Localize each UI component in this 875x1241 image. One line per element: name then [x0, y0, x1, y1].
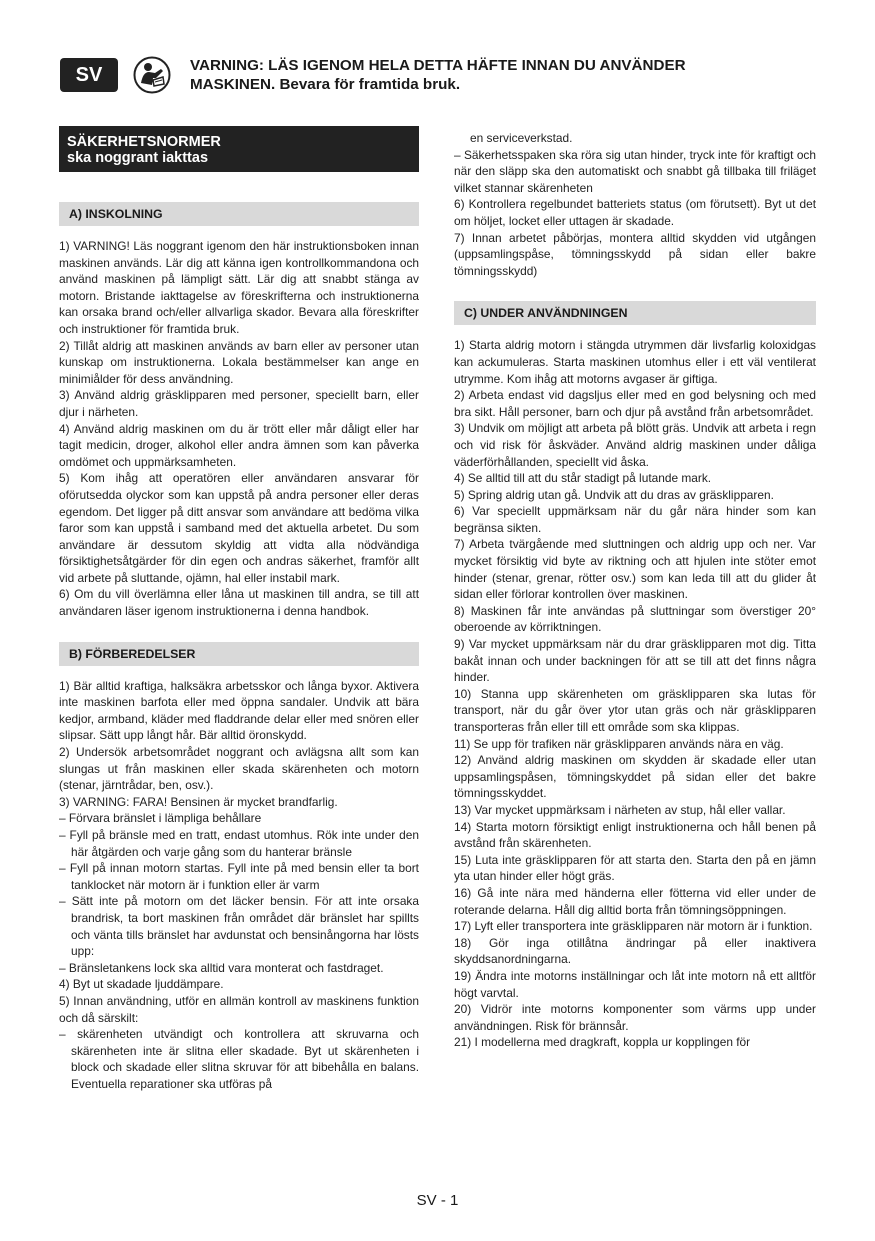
paragraph: 2) Undersök arbetsområdet noggrant och avlägsna allt som kan slungas ut från maskinen eller skada skärenheten och motorn (stenar, järntrådar, ben, osv.).	[59, 745, 419, 793]
paragraph: 3) Undvik om möjligt att arbeta på blött gräs. Undvik att arbeta i regn och vid risk för åskväder. Använd aldrig maskinen under dåliga väderförhållanden, speciellt vid åska.	[454, 421, 816, 469]
paragraph: 14) Starta motorn försiktigt enligt instruktionerna och håll benen på avstånd från skärenheten.	[454, 819, 816, 851]
paragraph: 6) Var speciellt uppmärksam när du går nära hinder som kan begränsa sikten.	[454, 504, 816, 535]
list-item: – Fyll på innan motorn startas. Fyll inte på med bensin eller ta bort tanklocket när motorn är i funktion eller är varm	[59, 861, 419, 892]
safety-title-line-2: ska noggrant iakttas	[67, 150, 209, 166]
paragraph: 19) Ändra inte motorns inställningar och låt inte motorn nå ett alltför högt varvtal.	[454, 968, 816, 1000]
page-header	[60, 56, 820, 96]
paragraph: 6) Kontrollera regelbundet batteriets status (om förutsett). Byt ut det om höljet, locket eller uttagen är skadade.	[454, 197, 816, 228]
paragraph: 5) Innan användning, utför en allmän kontroll av maskinens funktion och då särskilt:	[59, 993, 419, 1025]
paragraph: 21) I modellerna med dragkraft, koppla ur kopplingen för	[454, 1035, 751, 1050]
paragraph: 5) Kom ihåg att operatören eller användaren ansvarar för oförutsedda olyckor som kan uppstå på andra personer eller deras egendom. Det ligger på ditt ansvar som användare att bedöma vilka faror som kan uppstå i samband med det aktuella arbetet. Du som användare är dessutom skyldig att vidta alla nödvändiga försiktighetsåtgärder för din egen och andras säkerhet, framför allt vid arbete på sluttande, ojämn, hal eller instabil mark.	[59, 471, 419, 585]
paragraph: 4) Använd aldrig maskinen om du är trött eller mår dåligt eller har tagit medicin, droger, alkohol eller andra ämnen som kan påverka omdömet och uppmärksamheten.	[59, 421, 419, 469]
paragraph: 9) Var mycket uppmärksam när du drar gräsklipparen mot dig. Titta bakåt innan och under backningen för att se till att det finns några hinder.	[454, 637, 816, 685]
paragraph: 20) Vidrör inte motorns komponenter som värms upp under användningen. Risk för brännsår.	[454, 1002, 816, 1033]
paragraph: 11) Se upp för trafiken när gräsklipparen används nära en väg.	[454, 736, 784, 751]
section-a-heading: A) INSKOLNING	[59, 202, 419, 226]
safety-title-line-1: SÄKERHETSNORMER	[67, 134, 221, 150]
paragraph: 4) Byt ut skadade ljuddämpare.	[59, 977, 224, 992]
paragraph: 8) Maskinen får inte användas på sluttningar som överstiger 20° oberoende av körriktningen.	[454, 603, 816, 635]
warning-line-1: VARNING: LÄS IGENOM HELA DETTA HÄFTE INNAN DU ANVÄNDER	[190, 57, 686, 74]
section-a-body	[59, 238, 419, 620]
paragraph: 16) Gå inte nära med händerna eller fötterna vid eller under de roterande delarna. Håll dig alltid borta från tömningsöppningen.	[454, 885, 816, 917]
paragraph: 2) Arbeta endast vid dagsljus eller med en god belysning och med bra sikt. Håll personer, barn och djur på avstånd från arbetsområdet.	[454, 388, 816, 419]
paragraph: 2) Tillåt aldrig att maskinen används av barn eller av personer utan kunskap om instruktionerna. Lokala bestämmelser kan ange en minimiålder för dess användning.	[59, 338, 419, 386]
paragraph: 3) Använd aldrig gräsklipparen med personer, speciellt barn, eller djur i närheten.	[59, 388, 419, 419]
paragraph: 4) Se alltid till att du står stadigt på lutande mark.	[454, 471, 712, 486]
paragraph: en serviceverkstad.	[470, 131, 573, 145]
paragraph: 12) Använd aldrig maskinen om skydden är skadade eller utan uppsamlingspåsen, tömningskyddet på sidan eller det bakre tömningsskyddet.	[454, 753, 816, 801]
paragraph: 18) Gör inga otillåtna ändringar på eller inaktivera skyddsanordningarna.	[454, 935, 816, 967]
paragraph: 1) Bär alltid kraftiga, halksäkra arbetsskor och långa byxor. Aktivera inte maskinen barfota eller med öppna sandaler. Undvik att bära kedjor, armband, kläder med fladdrande delar eller med snören eller slipsar. Sätt upp långt hår. Bär alltid öronskydd.	[59, 678, 419, 743]
left-column	[59, 126, 419, 1093]
safety-title	[59, 126, 419, 172]
section-b-heading: B) FÖRBEREDELSER	[59, 642, 419, 666]
list-item: – Bränsletankens lock ska alltid vara monterat och fastdraget.	[59, 960, 384, 975]
paragraph: 7) Innan arbetet påbörjas, montera alltid skydden vid utgången (uppsamlingspåse, tömningsskydd på sidan eller bakre tömningsskydd)	[454, 230, 816, 278]
language-badge: SV	[60, 58, 118, 92]
list-item: – Förvara bränslet i lämpliga behållare	[59, 811, 262, 826]
paragraph: 7) Arbeta tvärgående med sluttningen och aldrig upp och ner. Var mycket försiktig vid byte av riktning och att hjulen inte stöter emot hinder (stenar, grenar, rötter osv.) som kan leda till att du glider åt sidan eller förlorar kontrollen över maskinen.	[454, 537, 816, 602]
paragraph: 13) Var mycket uppmärksam i närheten av stup, hål eller vallar.	[454, 802, 786, 817]
list-item: – Sätt inte på motorn om det läcker bensin. För att inte orsaka brandrisk, ta bort maskinen från området där bränslet har spillts och vänta tills bränslet har avdunstat och bensinångorna har lösts upp:	[59, 894, 419, 959]
list-item: – Fyll på bränsle med en tratt, endast utomhus. Rök inte under den här åtgärden och varje gång som du hanterar bränsle	[59, 828, 419, 859]
warning-line-2: MASKINEN. Bevara för framtida bruk.	[190, 76, 461, 93]
section-b-body	[59, 678, 419, 1093]
list-item: – skärenheten utvändigt och kontrollera att skruvarna och skärenheten inte är slitna eller skadade. Byt ut skärenheten i block och skadade eller slitna skruvar för att bibehålla en balans. Eventuella reparationer ska utföras på	[59, 1027, 419, 1091]
paragraph: 15) Luta inte gräsklipparen för att starta den. Starta den på en jämn yta utan hinder eller högt gräs.	[454, 852, 816, 884]
paragraph: 10) Stanna upp skärenheten om gräsklipparen ska lutas för transport, när du går över ytor utan gräs och när gräsklipparen transporteras från eller till ett område som ska klippas.	[454, 686, 816, 734]
warning-heading	[190, 56, 830, 94]
page-number: SV - 1	[416, 1192, 459, 1209]
paragraph: 1) VARNING! Läs noggrant igenom den här instruktionsboken innan maskinen används. Lär dig att känna igen kontrollkommandona och använd maskinen på lämpligt sätt. Lär dig att snabbt stänga av motorn. Bristande iakttagelse av föreskrifterna och instruktionerna kan orsaka brand och/eller allvarliga skador. Bevara alla föreskrifter och instruktioner för framtida bruk.	[59, 239, 419, 336]
paragraph: 17) Lyft eller transportera inte gräsklipparen när motorn är i funktion.	[454, 919, 813, 934]
read-manual-icon	[133, 56, 171, 94]
paragraph: 1) Starta aldrig motorn i stängda utrymmen där livsfarlig koloxidgas kan ackumuleras. Starta maskinen utomhus eller i ett väl ventilerat utrymme. Kom ihåg att motorns avgaser är giftiga.	[454, 338, 816, 386]
paragraph: 5) Spring aldrig utan gå. Undvik att du dras av gräsklipparen.	[454, 487, 774, 502]
right-column	[454, 130, 816, 1051]
paragraph: 6) Om du vill överlämna eller låna ut maskinen till andra, se till att användaren läser igenom instruktionerna i denna handbok.	[59, 587, 419, 619]
paragraph: – Säkerhetsspaken ska röra sig utan hinder, tryck inte för kraftigt och när den släpp ska den automatiskt och snabbt gå tillbaka till friläget vilket stannar skärenheten	[454, 147, 816, 195]
section-c-heading: C) UNDER ANVÄNDNINGEN	[454, 301, 816, 325]
paragraph: 3) VARNING: FARA! Bensinen är mycket brandfarlig.	[59, 794, 338, 809]
section-c-body	[454, 337, 816, 1051]
